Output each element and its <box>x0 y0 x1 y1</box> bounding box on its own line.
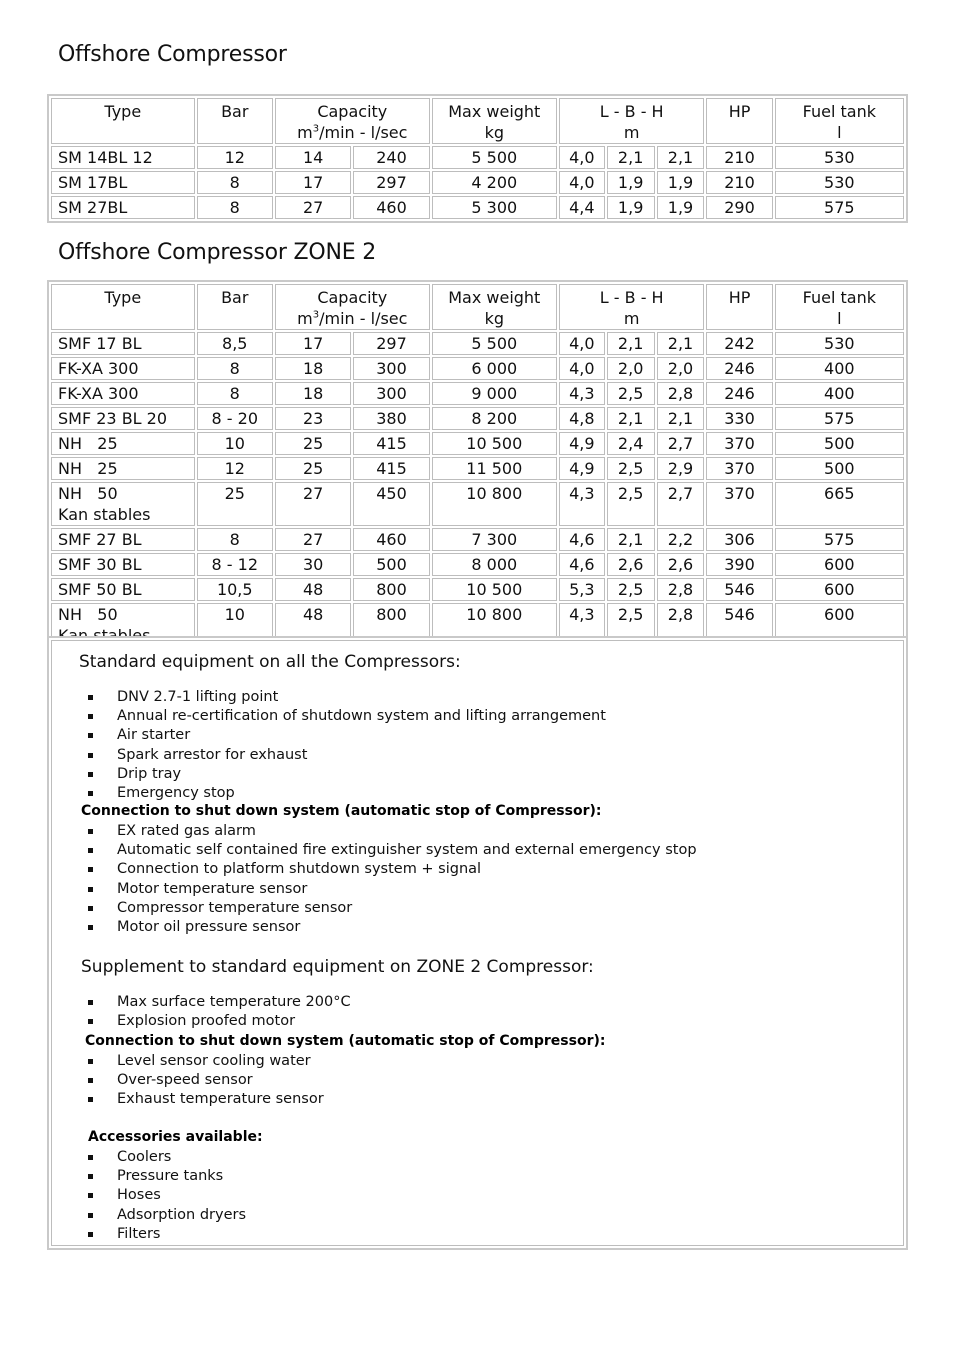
cell-capacity-m3: 25 <box>275 432 351 455</box>
cell-height: 2,8 <box>657 578 705 601</box>
header-capacity-m: m <box>297 309 313 328</box>
header-lbh <box>559 284 705 330</box>
cell-fuel: 400 <box>775 357 904 380</box>
cell-height: 2,1 <box>657 407 705 430</box>
cell-height: 2,9 <box>657 457 705 480</box>
cell-type-name: NH 50 <box>58 484 118 503</box>
cell-height: 2,8 <box>657 382 705 405</box>
cell-bar: 8 - 12 <box>197 553 273 576</box>
cell-height: 2,7 <box>657 482 705 526</box>
cell-width: 2,5 <box>607 603 655 647</box>
list-item: Air starter <box>79 726 879 745</box>
cell-bar: 10,5 <box>197 578 273 601</box>
list-item: Spark arrestor for exhaust <box>79 746 879 765</box>
cell-type-name: SMF 27 BL <box>58 530 142 549</box>
supplement-list <box>79 993 879 1031</box>
list-item: Automatic self contained fire extinguisher system and external emergency stop <box>79 841 879 860</box>
header-fuel-tank-unit: l <box>837 309 842 328</box>
cell-weight: 6 000 <box>432 357 557 380</box>
table-row <box>51 146 904 169</box>
shutdown-heading: Connection to shut down system (automatic stop of Compressor): <box>81 803 602 819</box>
table-row <box>51 196 904 219</box>
cell-fuel: 575 <box>775 196 904 219</box>
cell-width: 2,6 <box>607 553 655 576</box>
cell-fuel: 600 <box>775 603 904 647</box>
cell-fuel: 400 <box>775 382 904 405</box>
cell-height: 1,9 <box>657 196 705 219</box>
cell-capacity-ls: 415 <box>353 457 429 480</box>
header-type: Type <box>51 98 195 144</box>
header-max-weight <box>432 98 557 144</box>
cell-weight: 10 800 <box>432 603 557 647</box>
list-item: Hoses <box>79 1186 879 1205</box>
list-item: Connection to platform shutdown system + signal <box>79 860 879 879</box>
header-hp: HP <box>706 284 772 330</box>
cell-type-note: Kan stables <box>58 505 151 524</box>
list-item: Compressor temperature sensor <box>79 899 879 918</box>
cell-type-name: SM 14BL 12 <box>58 148 153 167</box>
cell-width: 2,5 <box>607 578 655 601</box>
cell-length: 4,0 <box>559 357 605 380</box>
cell-width: 2,1 <box>607 146 655 169</box>
section-title-offshore: Offshore Compressor <box>58 42 287 67</box>
cell-width: 2,1 <box>607 528 655 551</box>
cell-hp: 210 <box>706 171 772 194</box>
header-lbh-label: L - B - H <box>599 102 664 121</box>
cell-fuel: 575 <box>775 407 904 430</box>
cell-length: 4,6 <box>559 528 605 551</box>
header-capacity-exp: 3 <box>312 309 320 321</box>
list-item: Filters <box>79 1225 879 1244</box>
cell-type <box>51 578 195 601</box>
cell-width: 2,5 <box>607 382 655 405</box>
cell-length: 4,6 <box>559 553 605 576</box>
cell-type-name: NH 50 <box>58 605 118 624</box>
equipment-box <box>47 636 908 1250</box>
cell-hp: 546 <box>706 603 772 647</box>
cell-length: 5,3 <box>559 578 605 601</box>
header-lbh <box>559 98 705 144</box>
cell-height: 2,6 <box>657 553 705 576</box>
cell-length: 4,8 <box>559 407 605 430</box>
cell-weight: 10 500 <box>432 432 557 455</box>
cell-type-name: SMF 17 BL <box>58 334 142 353</box>
cell-weight: 9 000 <box>432 382 557 405</box>
cell-capacity-m3: 48 <box>275 578 351 601</box>
list-item: Annual re-certification of shutdown system and lifting arrangement <box>79 707 879 726</box>
cell-bar: 8 <box>197 528 273 551</box>
cell-hp: 390 <box>706 553 772 576</box>
header-capacity-exp: 3 <box>312 123 320 135</box>
cell-capacity-ls: 380 <box>353 407 429 430</box>
list-item: Pressure tanks <box>79 1167 879 1186</box>
cell-height: 2,8 <box>657 603 705 647</box>
header-capacity-label: Capacity <box>317 288 388 307</box>
cell-capacity-m3: 23 <box>275 407 351 430</box>
cell-type-name: SM 27BL <box>58 198 128 217</box>
header-lbh-unit: m <box>623 309 640 328</box>
table-row <box>51 382 904 405</box>
cell-width: 2,5 <box>607 482 655 526</box>
cell-capacity-ls: 297 <box>353 332 429 355</box>
cell-bar: 10 <box>197 603 273 647</box>
cell-type-name: FK-XA 300 <box>58 359 139 378</box>
cell-length: 4,0 <box>559 171 605 194</box>
standard-equipment-list <box>79 688 879 803</box>
cell-weight: 5 500 <box>432 332 557 355</box>
cell-type <box>51 332 195 355</box>
cell-fuel: 665 <box>775 482 904 526</box>
zone2-shutdown-heading: Connection to shut down system (automatic stop of Compressor): <box>85 1033 606 1049</box>
cell-hp: 370 <box>706 482 772 526</box>
list-item: Emergency stop <box>79 784 879 803</box>
cell-type-name: NH 25 <box>58 434 118 453</box>
cell-capacity-m3: 17 <box>275 332 351 355</box>
cell-length: 4,3 <box>559 382 605 405</box>
section-title-zone2: Offshore Compressor ZONE 2 <box>58 240 377 265</box>
cell-width: 1,9 <box>607 196 655 219</box>
cell-type <box>51 553 195 576</box>
list-item: Coolers <box>79 1148 879 1167</box>
cell-hp: 210 <box>706 146 772 169</box>
cell-weight: 8 200 <box>432 407 557 430</box>
header-bar: Bar <box>197 284 273 330</box>
cell-capacity-m3: 14 <box>275 146 351 169</box>
header-lbh-label: L - B - H <box>599 288 664 307</box>
list-item: Adsorption dryers <box>79 1206 879 1225</box>
header-hp: HP <box>706 98 772 144</box>
cell-bar: 8 <box>197 196 273 219</box>
cell-length: 4,0 <box>559 146 605 169</box>
cell-capacity-ls: 460 <box>353 528 429 551</box>
header-fuel-tank-label: Fuel tank <box>802 288 876 307</box>
cell-capacity-m3: 18 <box>275 382 351 405</box>
header-fuel-tank-label: Fuel tank <box>802 102 876 121</box>
table-row <box>51 482 904 526</box>
cell-fuel: 600 <box>775 578 904 601</box>
table-row <box>51 528 904 551</box>
list-item: Motor temperature sensor <box>79 880 879 899</box>
accessories-heading: Accessories available: <box>88 1129 263 1145</box>
cell-capacity-ls: 460 <box>353 196 429 219</box>
cell-hp: 370 <box>706 457 772 480</box>
cell-type <box>51 171 195 194</box>
header-fuel-tank <box>775 98 904 144</box>
cell-capacity-ls: 240 <box>353 146 429 169</box>
cell-bar: 8 <box>197 382 273 405</box>
cell-type-name: NH 25 <box>58 459 118 478</box>
cell-bar: 10 <box>197 432 273 455</box>
table-row <box>51 578 904 601</box>
cell-fuel: 575 <box>775 528 904 551</box>
header-capacity <box>275 284 430 330</box>
table-row <box>51 332 904 355</box>
header-fuel-tank-unit: l <box>837 123 842 142</box>
cell-weight: 5 300 <box>432 196 557 219</box>
cell-bar: 8 <box>197 171 273 194</box>
shutdown-list <box>79 822 879 937</box>
cell-bar: 8 <box>197 357 273 380</box>
header-row <box>51 284 904 330</box>
cell-capacity-m3: 48 <box>275 603 351 647</box>
cell-type <box>51 528 195 551</box>
cell-hp: 246 <box>706 357 772 380</box>
cell-height: 1,9 <box>657 171 705 194</box>
cell-bar: 12 <box>197 146 273 169</box>
cell-hp: 290 <box>706 196 772 219</box>
table-row <box>51 407 904 430</box>
header-row <box>51 98 904 144</box>
cell-capacity-ls: 450 <box>353 482 429 526</box>
list-item: Motor oil pressure sensor <box>79 918 879 937</box>
header-max-weight <box>432 284 557 330</box>
cell-hp: 330 <box>706 407 772 430</box>
cell-capacity-m3: 27 <box>275 528 351 551</box>
header-bar: Bar <box>197 98 273 144</box>
cell-type <box>51 357 195 380</box>
cell-fuel: 600 <box>775 553 904 576</box>
cell-capacity-m3: 27 <box>275 482 351 526</box>
list-item: Over-speed sensor <box>79 1071 879 1090</box>
cell-hp: 246 <box>706 382 772 405</box>
cell-bar: 8 - 20 <box>197 407 273 430</box>
cell-capacity-ls: 800 <box>353 578 429 601</box>
cell-capacity-m3: 17 <box>275 171 351 194</box>
header-type: Type <box>51 284 195 330</box>
cell-fuel: 530 <box>775 146 904 169</box>
cell-height: 2,0 <box>657 357 705 380</box>
cell-height: 2,1 <box>657 332 705 355</box>
cell-length: 4,0 <box>559 332 605 355</box>
accessories-list <box>79 1148 879 1244</box>
cell-length: 4,3 <box>559 482 605 526</box>
cell-width: 2,4 <box>607 432 655 455</box>
header-capacity-m: m <box>297 123 313 142</box>
table-row <box>51 553 904 576</box>
header-max-weight-label: Max weight <box>448 288 541 307</box>
cell-fuel: 500 <box>775 432 904 455</box>
cell-capacity-ls: 800 <box>353 603 429 647</box>
header-capacity-units: /min - l/sec <box>319 123 408 142</box>
list-item: DNV 2.7-1 lifting point <box>79 688 879 707</box>
cell-height: 2,2 <box>657 528 705 551</box>
cell-length: 4,3 <box>559 603 605 647</box>
cell-height: 2,7 <box>657 432 705 455</box>
cell-width: 2,1 <box>607 332 655 355</box>
cell-weight: 7 300 <box>432 528 557 551</box>
cell-type <box>51 457 195 480</box>
cell-fuel: 500 <box>775 457 904 480</box>
cell-capacity-ls: 415 <box>353 432 429 455</box>
cell-type <box>51 146 195 169</box>
cell-bar: 8,5 <box>197 332 273 355</box>
list-item: Max surface temperature 200°C <box>79 993 879 1012</box>
cell-weight: 4 200 <box>432 171 557 194</box>
cell-capacity-m3: 27 <box>275 196 351 219</box>
cell-length: 4,9 <box>559 432 605 455</box>
header-lbh-unit: m <box>623 123 640 142</box>
cell-weight: 5 500 <box>432 146 557 169</box>
cell-capacity-ls: 500 <box>353 553 429 576</box>
cell-width: 2,1 <box>607 407 655 430</box>
offshore-compressor-table <box>47 94 908 223</box>
offshore-compressor-zone2-table <box>47 280 908 651</box>
header-capacity-label: Capacity <box>317 102 388 121</box>
table-row <box>51 357 904 380</box>
cell-width: 2,5 <box>607 457 655 480</box>
cell-width: 2,0 <box>607 357 655 380</box>
cell-width: 1,9 <box>607 171 655 194</box>
cell-height: 2,1 <box>657 146 705 169</box>
cell-type-name: SMF 23 BL 20 <box>58 409 168 428</box>
cell-weight: 11 500 <box>432 457 557 480</box>
header-fuel-tank <box>775 284 904 330</box>
cell-weight: 10 800 <box>432 482 557 526</box>
header-capacity-units: /min - l/sec <box>319 309 408 328</box>
list-item: Explosion proofed motor <box>79 1012 879 1031</box>
header-max-weight-unit: kg <box>484 123 504 142</box>
list-item: EX rated gas alarm <box>79 822 879 841</box>
cell-type-name: SM 17BL <box>58 173 128 192</box>
cell-capacity-m3: 30 <box>275 553 351 576</box>
list-item: Level sensor cooling water <box>79 1052 879 1071</box>
cell-weight: 8 000 <box>432 553 557 576</box>
cell-hp: 546 <box>706 578 772 601</box>
table-row <box>51 432 904 455</box>
list-item: Exhaust temperature sensor <box>79 1090 879 1109</box>
cell-capacity-ls: 297 <box>353 171 429 194</box>
cell-fuel: 530 <box>775 171 904 194</box>
header-max-weight-label: Max weight <box>448 102 541 121</box>
cell-capacity-m3: 18 <box>275 357 351 380</box>
cell-bar: 12 <box>197 457 273 480</box>
table-row <box>51 171 904 194</box>
cell-hp: 242 <box>706 332 772 355</box>
cell-capacity-ls: 300 <box>353 382 429 405</box>
cell-hp: 306 <box>706 528 772 551</box>
cell-type <box>51 407 195 430</box>
supplement-heading: Supplement to standard equipment on ZONE 2 Compressor: <box>81 957 594 977</box>
cell-type-name: SMF 50 BL <box>58 580 142 599</box>
cell-length: 4,9 <box>559 457 605 480</box>
cell-hp: 370 <box>706 432 772 455</box>
cell-type <box>51 482 195 526</box>
cell-capacity-ls: 300 <box>353 357 429 380</box>
cell-fuel: 530 <box>775 332 904 355</box>
table-row <box>51 457 904 480</box>
cell-length: 4,4 <box>559 196 605 219</box>
zone2-shutdown-list <box>79 1052 879 1110</box>
cell-type <box>51 196 195 219</box>
cell-type <box>51 432 195 455</box>
standard-equipment-heading: Standard equipment on all the Compressors: <box>79 652 461 672</box>
header-max-weight-unit: kg <box>484 309 504 328</box>
cell-bar: 25 <box>197 482 273 526</box>
cell-capacity-m3: 25 <box>275 457 351 480</box>
cell-type-name: SMF 30 BL <box>58 555 142 574</box>
cell-weight: 10 500 <box>432 578 557 601</box>
header-capacity <box>275 98 430 144</box>
list-item: Drip tray <box>79 765 879 784</box>
cell-type-name: FK-XA 300 <box>58 384 139 403</box>
cell-type <box>51 382 195 405</box>
